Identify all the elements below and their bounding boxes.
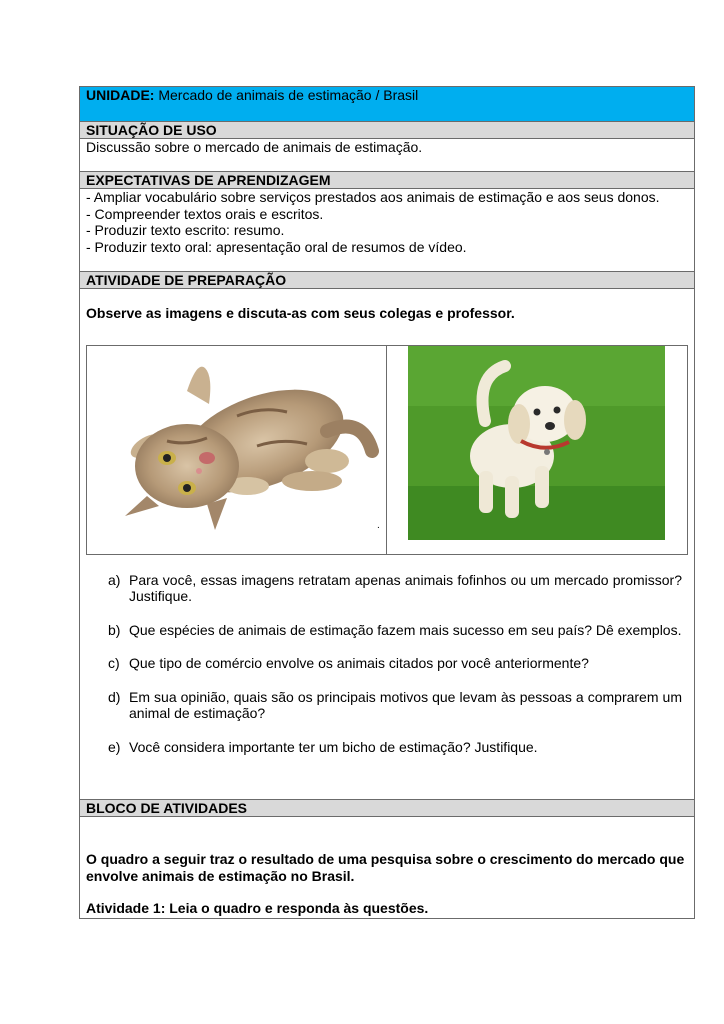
question-item: e) Você considera importante ter um bicho de estimação? Justifique. xyxy=(108,738,538,755)
usage-text: Discussão sobre o mercado de animais de estimação. xyxy=(86,139,423,155)
block-heading: BLOCO DE ATIVIDADES xyxy=(80,800,694,817)
puppy-photo-icon xyxy=(387,346,687,554)
expectation-item: - Compreender textos orais e escritos. xyxy=(86,205,324,222)
image-table xyxy=(86,345,688,555)
usage-heading: SITUAÇÃO DE USO xyxy=(80,122,694,139)
question-item: b) Que espécies de animais de estimação fazem mais sucesso em seu país? Dê exemplos. xyxy=(108,621,682,638)
preparation-body xyxy=(80,289,694,800)
block-intro: O quadro a seguir traz o resultado de uma pesquisa sobre o crescimento do mercado que envolve animais de estimação no Brasil. xyxy=(86,851,685,884)
activity-1-instruction: Atividade 1: Leia o quadro e responda às questões. xyxy=(86,900,429,916)
usage-text-row xyxy=(80,139,694,172)
unit-row xyxy=(80,87,694,122)
kitten-cell xyxy=(87,346,387,554)
lesson-table xyxy=(79,86,695,919)
question-item: a) Para você, essas imagens retratam apenas animais fofinhos ou um mercado promissor? Justifique. xyxy=(108,571,682,604)
puppy-cell xyxy=(387,346,687,554)
question-item: d) Em sua opinião, quais são os principais motivos que levam às pessoas a comprarem um animal de estimação? xyxy=(108,688,682,721)
kitten-caption: . xyxy=(377,519,380,531)
question-item: c) Que tipo de comércio envolve os animais citados por você anteriormente? xyxy=(108,655,589,671)
preparation-heading: ATIVIDADE DE PREPARAÇÃO xyxy=(80,272,694,289)
unit-value: Mercado de animais de estimação / Brasil xyxy=(158,87,419,103)
expectations-heading: EXPECTATIVAS DE APRENDIZAGEM xyxy=(80,172,694,189)
kitten-photo-icon xyxy=(87,346,387,554)
block-body xyxy=(80,817,694,918)
expectation-item: - Ampliar vocabulário sobre serviços prestados aos animais de estimação e aos seus donos. xyxy=(86,189,660,205)
expectation-item: - Produzir texto oral: apresentação oral de resumos de vídeo. xyxy=(86,238,467,255)
expectation-item: - Produzir texto escrito: resumo. xyxy=(86,222,285,238)
preparation-instruction: Observe as imagens e discuta-as com seus colegas e professor. xyxy=(86,305,515,321)
question-list xyxy=(86,572,688,756)
unit-label: UNIDADE: xyxy=(86,87,155,103)
expectations-list xyxy=(80,189,694,272)
